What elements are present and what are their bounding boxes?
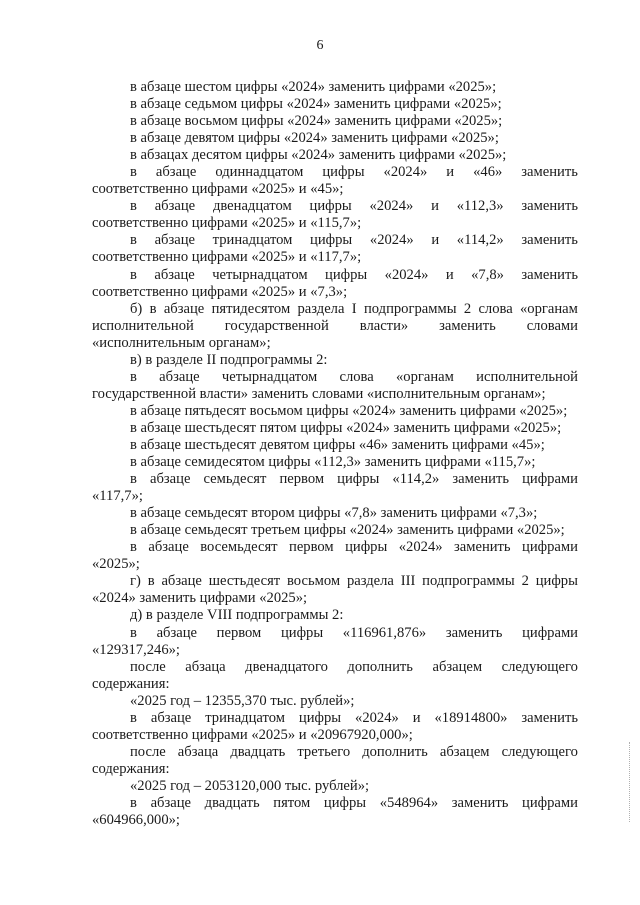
text-line: в абзаце восьмом цифры «2024» заменить цифрами «2025»; xyxy=(130,113,503,130)
text-line: «2025»; xyxy=(92,556,140,573)
text-line: в абзаце семьдесят первом цифры «114,2» заменить цифрами xyxy=(130,471,578,488)
text-line: «2024» заменить цифрами «2025»; xyxy=(92,590,308,607)
text-line: в абзаце семьдесят третьем цифры «2024» заменить цифрами «2025»; xyxy=(130,522,565,539)
text-line: в абзаце пятьдесят восьмом цифры «2024» заменить цифрами «2025»; xyxy=(130,402,568,419)
page-number: 6 xyxy=(316,38,324,53)
text-line: содержания: xyxy=(92,760,170,777)
text-line: в) в разделе II подпрограммы 2: xyxy=(130,351,328,368)
text-line: соответственно цифрами «2025» и «20967920,000»; xyxy=(92,726,413,743)
text-line: соответственно цифрами «2025» и «115,7»; xyxy=(92,215,362,232)
text-line: в абзаце шестом цифры «2024» заменить цифрами «2025»; xyxy=(130,79,497,95)
text-line: в абзаце тринадцатом цифры «2024» и «114,2» заменить xyxy=(130,232,578,249)
text-line: «117,7»; xyxy=(92,488,143,505)
text-line: в абзаце двенадцатом цифры «2024» и «112,3» заменить xyxy=(130,198,578,215)
text-line: в абзаце шестьдесят пятом цифры «2024» заменить цифрами «2025»; xyxy=(130,419,562,436)
text-line: б) в абзаце пятидесятом раздела I подпрограммы 2 слова «органам xyxy=(130,300,578,317)
text-line: «исполнительным органам»; xyxy=(92,334,271,351)
text-line: государственной власти» заменить словами «исполнительным органам»; xyxy=(92,385,546,402)
text-line: в абзаце семидесятом цифры «112,3» заменить цифрами «115,7»; xyxy=(130,454,536,471)
text-line: «604966,000»; xyxy=(92,812,180,829)
text-line: в абзаце первом цифры «116961,876» заменить цифрами xyxy=(130,624,578,641)
text-line: в абзаце тринадцатом цифры «2024» и «18914800» заменить xyxy=(130,709,578,726)
text-line: в абзаце одиннадцатом цифры «2024» и «46» заменить xyxy=(130,164,578,181)
text-line: в абзаце четырнадцатом цифры «2024» и «7,8» заменить xyxy=(130,266,578,283)
text-line: г) в абзаце шестьдесят восьмом раздела III подпрограммы 2 цифры xyxy=(130,573,578,590)
text-line: «2025 год – 2053120,000 тыс. рублей»; xyxy=(130,777,370,794)
document-body xyxy=(92,79,578,829)
text-line: исполнительной государственной власти» заменить словами xyxy=(92,317,578,334)
text-line: д) в разделе VIII подпрограммы 2: xyxy=(130,607,344,624)
text-line: в абзаце двадцать пятом цифры «548964» заменить цифрами xyxy=(130,794,578,811)
text-line: соответственно цифрами «2025» и «117,7»; xyxy=(92,249,362,266)
text-line: «129317,246»; xyxy=(92,641,180,658)
text-line: после абзаца двадцать третьего дополнить абзацем следующего xyxy=(130,743,578,760)
text-line: соответственно цифрами «2025» и «45»; xyxy=(92,181,344,198)
text-line: в абзаце восемьдесят первом цифры «2024» заменить цифрами xyxy=(130,539,578,556)
text-line: в абзаце семьдесят втором цифры «7,8» заменить цифрами «7,3»; xyxy=(130,505,538,522)
text-line: после абзаца двенадцатого дополнить абзацем следующего xyxy=(130,658,578,675)
text-line: соответственно цифрами «2025» и «7,3»; xyxy=(92,283,348,300)
text-line: в абзаце седьмом цифры «2024» заменить цифрами «2025»; xyxy=(130,96,502,113)
text-line: в абзаце четырнадцатом слова «органам исполнительной xyxy=(130,368,578,385)
text-line: в абзаце девятом цифры «2024» заменить цифрами «2025»; xyxy=(130,130,499,147)
text-line: «2025 год – 12355,370 тыс. рублей»; xyxy=(130,692,355,709)
margin-mark xyxy=(629,742,632,822)
text-line: в абзацах десятом цифры «2024» заменить цифрами «2025»; xyxy=(130,147,507,164)
text-line: содержания: xyxy=(92,675,170,692)
text-line: в абзаце шестьдесят девятом цифры «46» заменить цифрами «45»; xyxy=(130,436,545,453)
